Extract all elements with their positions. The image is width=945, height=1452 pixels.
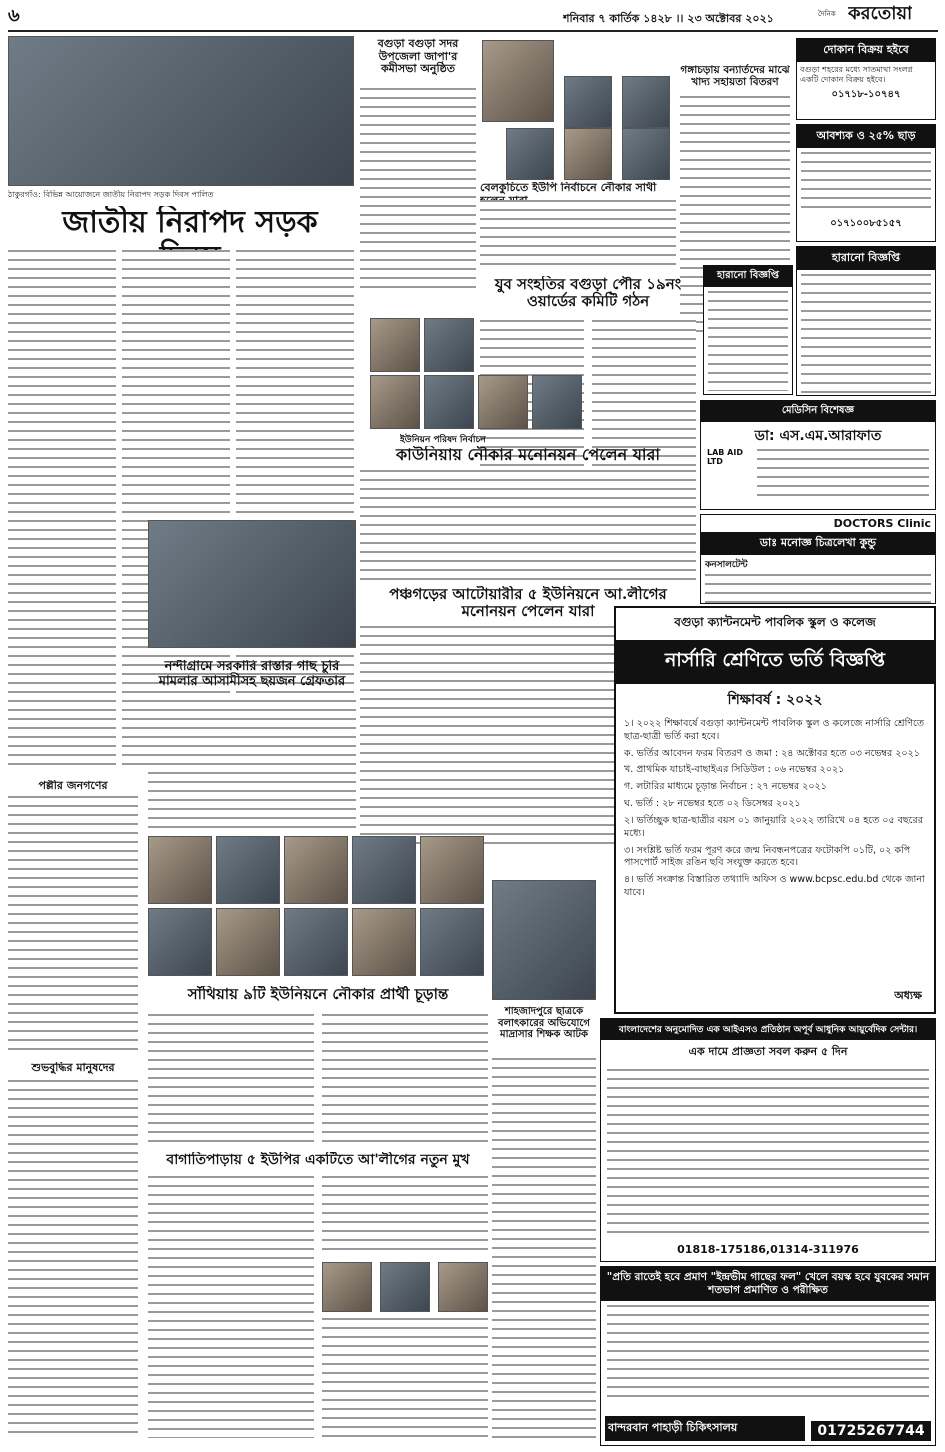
bogra-sadar-text [360, 88, 476, 288]
panchagarh-title: পঞ্চগড়ের আটোয়ারীর ৫ ইউনিয়নে আ.লীগের মনোনয়ন পেলেন যারা [389, 586, 667, 621]
doctor2-text [705, 574, 931, 604]
lab-aid-logo: LAB AID LTD [707, 449, 743, 466]
discount-text [801, 152, 931, 212]
up-election-label: ইউনিয়ন পরিষদ নির্বাচন [400, 435, 486, 445]
nandigram-title: নন্দীগ্রামে সরকারি রাস্তার গাছ চুরি মামলার আসামীসহ ছয়জন গ্রেফতার [158, 660, 346, 689]
portrait-10 [420, 908, 484, 976]
bagatipara-photo-3 [438, 1262, 488, 1312]
belkuchi-photo-3 [622, 76, 670, 128]
up-photo-1 [370, 318, 420, 372]
lost-notice-1-title: হারানো বিজ্ঞপ্তি [704, 266, 792, 287]
lost-notice-2-text [801, 274, 931, 394]
admission-ad [614, 606, 936, 1014]
page-header [8, 4, 938, 30]
lost-notice-2-title: হারানো বিজ্ঞপ্তি [797, 247, 935, 270]
up-photo-5 [478, 375, 528, 429]
kaunia-title: কাউনিয়ায় নৌকার মনোনয়ন পেলেন যারা [395, 446, 661, 464]
indrabhim-title: "প্রতি রাতেই হবে প্রমাণ "ইন্দ্রভীম গাছের ফল" খেলে বয়স্ক হবে যুবকের সমান শতভাগ প্রমাণিত ও পরীক্ষিত [601, 1267, 935, 1301]
ayurvedic-phone: 01818-175186,01314-311976 [677, 1243, 859, 1256]
admission-item-3: খ. প্রাথমিক যাচাই-বাছাইএর সিডিউল : ০৬ নভেম্বর ২০২১ [624, 764, 845, 776]
shop-sale-title: দোকান বিক্রয় হইবে [797, 39, 935, 62]
medicine-ad [700, 400, 936, 510]
doctors-clinic-label: DOCTORS Clinic [833, 517, 931, 530]
bagatipara-photo-1 [322, 1262, 372, 1312]
medicine-label: মেডিসিন বিশেষজ্ঞ [701, 401, 935, 422]
ayurvedic-text [607, 1069, 929, 1239]
portrait-8 [284, 908, 348, 976]
shuvo-text [8, 1080, 138, 1440]
ayurvedic-ad [600, 1018, 936, 1262]
up-photo-4 [424, 375, 474, 429]
ayurvedic-banner: বাংলাদেশের অনুমোদিত এক আইএসও প্রতিষ্ঠান অপূর্ব আধুনিক আয়ুর্বেদিক সেন্টার। [601, 1019, 935, 1040]
admission-item-6: ২। ভর্তিচ্ছুক ছাত্র-ছাত্রীর বয়স ০১ জানুয়ারি ২০২২ তারিখে ০৪ হতে ০৫ বছরের মধ্যে। [624, 814, 923, 839]
belkuchi-title: বেলকুচিতে ইউপি নির্বাচনে নৌকার সাথী [480, 182, 657, 194]
indrabhim-ad [600, 1266, 936, 1446]
belkuchi-photo-2 [564, 76, 612, 128]
portrait-2 [216, 836, 280, 904]
shuvo-title: শুভবুদ্ধির মানুষদের [31, 1062, 115, 1074]
santhia-text-2 [322, 1014, 488, 1144]
jubo-title: যুব সংহতির বগুড়া পৌর ১৯নং ওয়ার্ডের কমিটি গঠন [494, 276, 682, 311]
admission-item-2: ক. ভর্তির আবেদন ফরম বিতরণ ও জমা : ২৪ অক্টোবর হতে ০৩ নভেম্বর ২০২১ [624, 747, 920, 759]
pallir-title: পল্লীর জনগণের [38, 780, 108, 792]
principal: অধ্যক্ষ [894, 989, 922, 1002]
portrait-3 [284, 836, 348, 904]
admission-item-7: ৩। সংশ্লিষ্ট ভর্তি ফরম পূরণ করে জন্ম নিবন্ধনপত্রের ফটোকপি ০১টি, ০২ কপি পাসপোর্ট সাইজ রঙিন ছবি সংযুক্ত করতে হবে। [624, 844, 911, 869]
bandarban-name: বান্দরবান পাহাড়ী চিকিৎসালয় [605, 1416, 805, 1441]
bogra-sadar-title: বগুড়া বগুড়া সদর উপজেলা জাপা'র কমীসভা অনুষ্ঠিত [377, 38, 459, 76]
portrait-4 [352, 836, 416, 904]
shahjadpur-photo [492, 880, 596, 1000]
doctor1-name: ডা: এস.এম.আরাফাত [754, 428, 882, 444]
belkuchi-photo-1 [482, 40, 554, 122]
discount-phone: ০১৭১০০৮৫১৫৭ [830, 218, 902, 229]
up-photo-2 [424, 318, 474, 372]
doctors-clinic-ad [700, 514, 936, 604]
paper-name: করতোয়া [848, 4, 913, 24]
pallir-text [8, 796, 138, 1056]
session: শিক্ষাবর্ষ : ২০২২ [727, 692, 823, 708]
portrait-5 [420, 836, 484, 904]
shahjadpur-text [492, 1058, 596, 1438]
admission-item-4: গ. লটারির মাধ্যমে চূড়ান্ত নির্বাচন : ২৭ নভেম্বর ২০২১ [624, 781, 827, 793]
bagatipara-text-2 [322, 1176, 488, 1256]
date-line: শনিবার ৭ কার্তিক ১৪২৮ ।। ২৩ অক্টোবর ২০২১ [563, 12, 774, 25]
belkuchi-photo-5 [622, 128, 670, 180]
portrait-6 [148, 908, 212, 976]
road-safety-title: জাতীয় নিরাপদ সড়ক [62, 206, 318, 240]
medicine-text [757, 449, 929, 503]
up-photo-6 [532, 375, 582, 429]
admission-item-8: ৪। ভর্তি সংক্রান্ত বিস্তারিত তথ্যাদি অফিস ও www.bcpsc.edu.bd থেকে জানা যাবে। [624, 874, 925, 898]
portrait-7 [216, 908, 280, 976]
bandarban-phone: 01725267744 [811, 1421, 931, 1441]
consult-label: কনসালটেন্ট [705, 560, 748, 570]
portrait-1 [148, 836, 212, 904]
admission-title: নার্সারি শ্রেণিতে ভর্তি বিজ্ঞপ্তি [616, 640, 934, 684]
road-safety-text-col3 [236, 250, 354, 770]
indrabhim-text [607, 1305, 929, 1397]
road-safety-text-col2 [122, 250, 230, 770]
portrait-9 [352, 908, 416, 976]
belkuchi-photo-6 [506, 128, 554, 180]
shop-sale-ad [796, 38, 936, 120]
bagatipara-title: বাগাতিপাড়ায় ৫ ইউপির একটিতে আ'লীগের নতুন মুখ [166, 1152, 470, 1168]
nandigram-text [148, 700, 356, 830]
lost-notice-1-text [708, 291, 788, 391]
arrest-photo [148, 520, 356, 648]
admission-item-1: ১। ২০২২ শিক্ষাবর্ষে বগুড়া ক্যান্টনমেন্ট পাবলিক স্কুল ও কলেজে নার্সারি শ্রেণিতে ছাত্র-ছাত্রী ভর্তি করা হবে। [624, 718, 924, 742]
bagatipara-text-3 [322, 1318, 488, 1438]
road-safety-caption: ঠাকুরগাঁও: বিভিন্ন আয়োজনে জাতীয় নিরাপদ সড়ক দিবস পালিত [8, 190, 214, 199]
page-number: ৬ [8, 6, 20, 26]
bagatipara-photo-2 [380, 1262, 430, 1312]
discount-ad [796, 124, 936, 242]
lost-notice-1 [703, 265, 793, 395]
belkuchi-text [480, 200, 676, 270]
kaunia-text [360, 470, 696, 580]
ayurvedic-offer: এক দামে প্রাজ্ঞতা সবল করুন ৫ দিন [688, 1045, 848, 1058]
shop-sale-text: বগুড়া শহরের মধ্যে সাতমাথা সংলগ্ন একটি দোকান বিক্রয় হইবে। [800, 65, 913, 84]
header-rule [8, 30, 938, 32]
santhia-title: সাঁথিয়ায় ৯টি ইউনিয়নে নৌকার প্রার্থী চূড়ান্ত [187, 986, 449, 1003]
school-name: বগুড়া ক্যান্টনমেন্ট পাবলিক স্কুল ও কলেজ [674, 615, 876, 629]
shahjadpur-title: শাহজাদপুরে ছাত্রকে বলাৎকারের অভিযোগে মাদ্রাসার শিক্ষক আটক [498, 1006, 590, 1040]
paper-prefix: দৈনিক [818, 10, 836, 18]
road-safety-text-col1 [8, 250, 116, 770]
doctor2-name: ডাঃ মনোজ্ঞ চিত্রলেখা কুন্ডু [701, 532, 935, 555]
santhia-text-1 [148, 1014, 314, 1144]
road-safety-photo [8, 36, 354, 186]
shop-sale-phone: ০১৭১৮-১০৭৪৭ [831, 89, 901, 101]
up-photo-3 [370, 375, 420, 429]
belkuchi-photo-4 [564, 128, 612, 180]
bagatipara-text-1 [148, 1176, 314, 1438]
lost-notice-2 [796, 246, 936, 396]
gangachara-title: গঙ্গাচড়ায় বন্যার্তদের মাঝে খাদ্য সহায়তা বিতরণ [680, 64, 790, 89]
admission-item-5: ঘ. ভর্তি : ২৮ নভেম্বর হতে ০২ ডিসেম্বর ২০২১ [624, 798, 801, 810]
discount-title: আবশ্যক ও ২৫% ছাড় [797, 125, 935, 148]
